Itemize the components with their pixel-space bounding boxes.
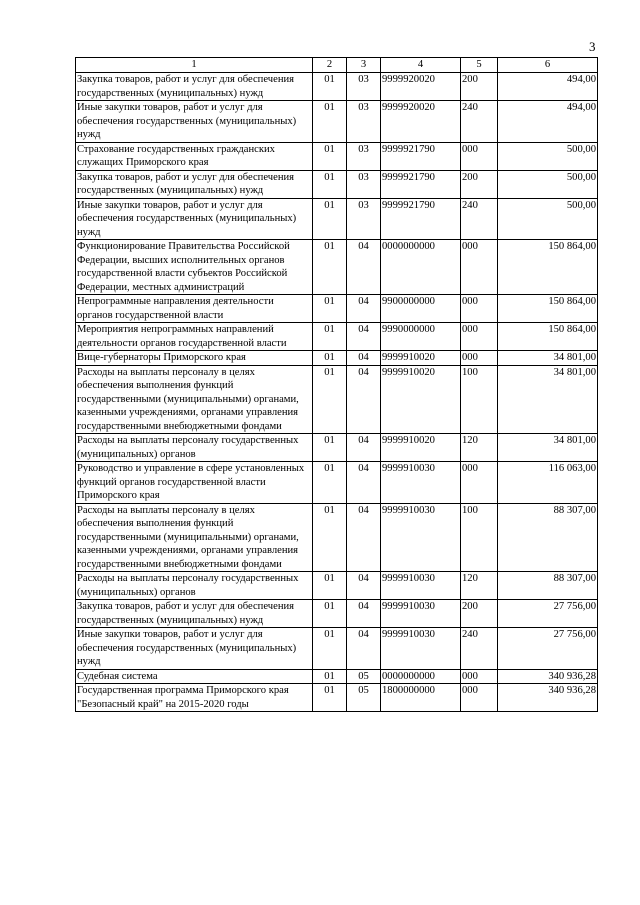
row-name: Вице-губернаторы Приморского края: [76, 351, 313, 366]
row-expense-type: 000: [461, 351, 498, 366]
row-target-article: 9999910030: [381, 628, 461, 670]
row-target-article: 9999910030: [381, 600, 461, 628]
budget-table-body: [76, 73, 598, 712]
row-section: 01: [313, 572, 347, 600]
row-target-article: 0000000000: [381, 240, 461, 295]
row-amount: 88 307,00: [498, 572, 598, 600]
row-amount: 500,00: [498, 198, 598, 240]
header-col-expense-type: 5: [461, 58, 498, 73]
row-section: 01: [313, 600, 347, 628]
row-section: 01: [313, 240, 347, 295]
row-amount: 150 864,00: [498, 295, 598, 323]
row-amount: 340 936,28: [498, 684, 598, 712]
row-section: 01: [313, 462, 347, 504]
row-target-article: 1800000000: [381, 684, 461, 712]
row-section: 01: [313, 142, 347, 170]
row-subsection: 04: [347, 572, 381, 600]
row-target-article: 0000000000: [381, 669, 461, 684]
row-section: 01: [313, 73, 347, 101]
row-name: Расходы на выплаты персоналу государственных (муниципальных) органов: [76, 572, 313, 600]
row-target-article: 9999921790: [381, 198, 461, 240]
table-row: [76, 434, 598, 462]
row-name: Расходы на выплаты персоналу в целях обеспечения выполнения функций государственными (муниципальными) органами, казенными учреждениями, органами управления государственными внебюджетными фондами: [76, 365, 313, 434]
header-col-target-article: 4: [381, 58, 461, 73]
row-expense-type: 240: [461, 628, 498, 670]
row-name: Руководство и управление в сфере установленных функций органов государственной власти Приморского края: [76, 462, 313, 504]
row-amount: 150 864,00: [498, 240, 598, 295]
row-section: 01: [313, 628, 347, 670]
row-expense-type: 200: [461, 600, 498, 628]
row-amount: 494,00: [498, 73, 598, 101]
table-row: [76, 295, 598, 323]
row-subsection: 04: [347, 351, 381, 366]
row-target-article: 9999921790: [381, 142, 461, 170]
table-row: [76, 628, 598, 670]
table-row: [76, 572, 598, 600]
row-expense-type: 100: [461, 503, 498, 572]
row-amount: 500,00: [498, 142, 598, 170]
row-section: 01: [313, 434, 347, 462]
row-expense-type: 240: [461, 198, 498, 240]
table-row: [76, 101, 598, 143]
row-amount: 34 801,00: [498, 365, 598, 434]
row-name: Закупка товаров, работ и услуг для обеспечения государственных (муниципальных) нужд: [76, 600, 313, 628]
row-target-article: 9990000000: [381, 323, 461, 351]
row-amount: 494,00: [498, 101, 598, 143]
table-row: [76, 351, 598, 366]
row-subsection: 05: [347, 684, 381, 712]
row-section: 01: [313, 684, 347, 712]
row-target-article: 9999920020: [381, 73, 461, 101]
row-expense-type: 200: [461, 73, 498, 101]
row-subsection: 03: [347, 101, 381, 143]
row-section: 01: [313, 323, 347, 351]
table-row: [76, 323, 598, 351]
row-section: 01: [313, 503, 347, 572]
row-amount: 27 756,00: [498, 600, 598, 628]
row-expense-type: 000: [461, 142, 498, 170]
table-row: [76, 170, 598, 198]
row-subsection: 04: [347, 628, 381, 670]
row-subsection: 04: [347, 462, 381, 504]
table-row: [76, 365, 598, 434]
row-expense-type: 200: [461, 170, 498, 198]
row-name: Закупка товаров, работ и услуг для обеспечения государственных (муниципальных) нужд: [76, 170, 313, 198]
row-amount: 116 063,00: [498, 462, 598, 504]
row-section: 01: [313, 170, 347, 198]
row-name: Судебная система: [76, 669, 313, 684]
row-name: Иные закупки товаров, работ и услуг для обеспечения государственных (муниципальных) нужд: [76, 198, 313, 240]
table-row: [76, 142, 598, 170]
row-expense-type: 000: [461, 295, 498, 323]
table-row: [76, 462, 598, 504]
header-col-amount: 6: [498, 58, 598, 73]
row-name: Мероприятия непрограммных направлений деятельности органов государственной власти: [76, 323, 313, 351]
row-subsection: 04: [347, 434, 381, 462]
row-expense-type: 000: [461, 684, 498, 712]
row-target-article: 9999920020: [381, 101, 461, 143]
row-target-article: 9999910020: [381, 434, 461, 462]
row-amount: 27 756,00: [498, 628, 598, 670]
header-col-name: 1: [76, 58, 313, 73]
row-expense-type: 120: [461, 434, 498, 462]
row-name: Страхование государственных гражданских служащих Приморского края: [76, 142, 313, 170]
header-col-section: 2: [313, 58, 347, 73]
row-expense-type: 000: [461, 669, 498, 684]
row-amount: 34 801,00: [498, 434, 598, 462]
row-expense-type: 120: [461, 572, 498, 600]
row-subsection: 04: [347, 240, 381, 295]
row-amount: 500,00: [498, 170, 598, 198]
budget-table: [75, 57, 598, 712]
row-target-article: 9999910020: [381, 351, 461, 366]
row-subsection: 03: [347, 142, 381, 170]
row-target-article: 9999910030: [381, 462, 461, 504]
page-number: 3: [589, 39, 596, 54]
row-target-article: 9999910030: [381, 572, 461, 600]
row-amount: 340 936,28: [498, 669, 598, 684]
row-name: Иные закупки товаров, работ и услуг для обеспечения государственных (муниципальных) нужд: [76, 628, 313, 670]
table-row: [76, 503, 598, 572]
row-section: 01: [313, 669, 347, 684]
row-target-article: 9999910020: [381, 365, 461, 434]
row-section: 01: [313, 295, 347, 323]
table-row: [76, 73, 598, 101]
row-name: Расходы на выплаты персоналу государственных (муниципальных) органов: [76, 434, 313, 462]
row-amount: 150 864,00: [498, 323, 598, 351]
row-name: Иные закупки товаров, работ и услуг для обеспечения государственных (муниципальных) нужд: [76, 101, 313, 143]
row-subsection: 03: [347, 198, 381, 240]
row-name: Государственная программа Приморского края "Безопасный край" на 2015-2020 годы: [76, 684, 313, 712]
table-row: [76, 198, 598, 240]
row-amount: 88 307,00: [498, 503, 598, 572]
row-name: Расходы на выплаты персоналу в целях обеспечения выполнения функций государственными (муниципальными) органами, казенными учреждениями, органами управления государственными внебюджетными фондами: [76, 503, 313, 572]
row-subsection: 04: [347, 503, 381, 572]
row-expense-type: 000: [461, 323, 498, 351]
row-section: 01: [313, 365, 347, 434]
row-expense-type: 000: [461, 462, 498, 504]
row-subsection: 03: [347, 170, 381, 198]
row-target-article: 9900000000: [381, 295, 461, 323]
table-row: [76, 669, 598, 684]
row-section: 01: [313, 351, 347, 366]
row-expense-type: 100: [461, 365, 498, 434]
row-name: Функционирование Правительства Российской Федерации, высших исполнительных органов государственной власти субъектов Российской Федерации, местных администраций: [76, 240, 313, 295]
row-subsection: 04: [347, 600, 381, 628]
row-subsection: 04: [347, 365, 381, 434]
row-subsection: 04: [347, 323, 381, 351]
row-amount: 34 801,00: [498, 351, 598, 366]
row-target-article: 9999910030: [381, 503, 461, 572]
row-name: Закупка товаров, работ и услуг для обеспечения государственных (муниципальных) нужд: [76, 73, 313, 101]
table-row: [76, 240, 598, 295]
row-expense-type: 000: [461, 240, 498, 295]
table-row: [76, 600, 598, 628]
row-subsection: 03: [347, 73, 381, 101]
header-row: [76, 58, 598, 73]
row-name: Непрограммные направления деятельности органов государственной власти: [76, 295, 313, 323]
row-section: 01: [313, 101, 347, 143]
row-target-article: 9999921790: [381, 170, 461, 198]
row-expense-type: 240: [461, 101, 498, 143]
header-col-subsection: 3: [347, 58, 381, 73]
row-subsection: 05: [347, 669, 381, 684]
table-row: [76, 684, 598, 712]
row-section: 01: [313, 198, 347, 240]
row-subsection: 04: [347, 295, 381, 323]
